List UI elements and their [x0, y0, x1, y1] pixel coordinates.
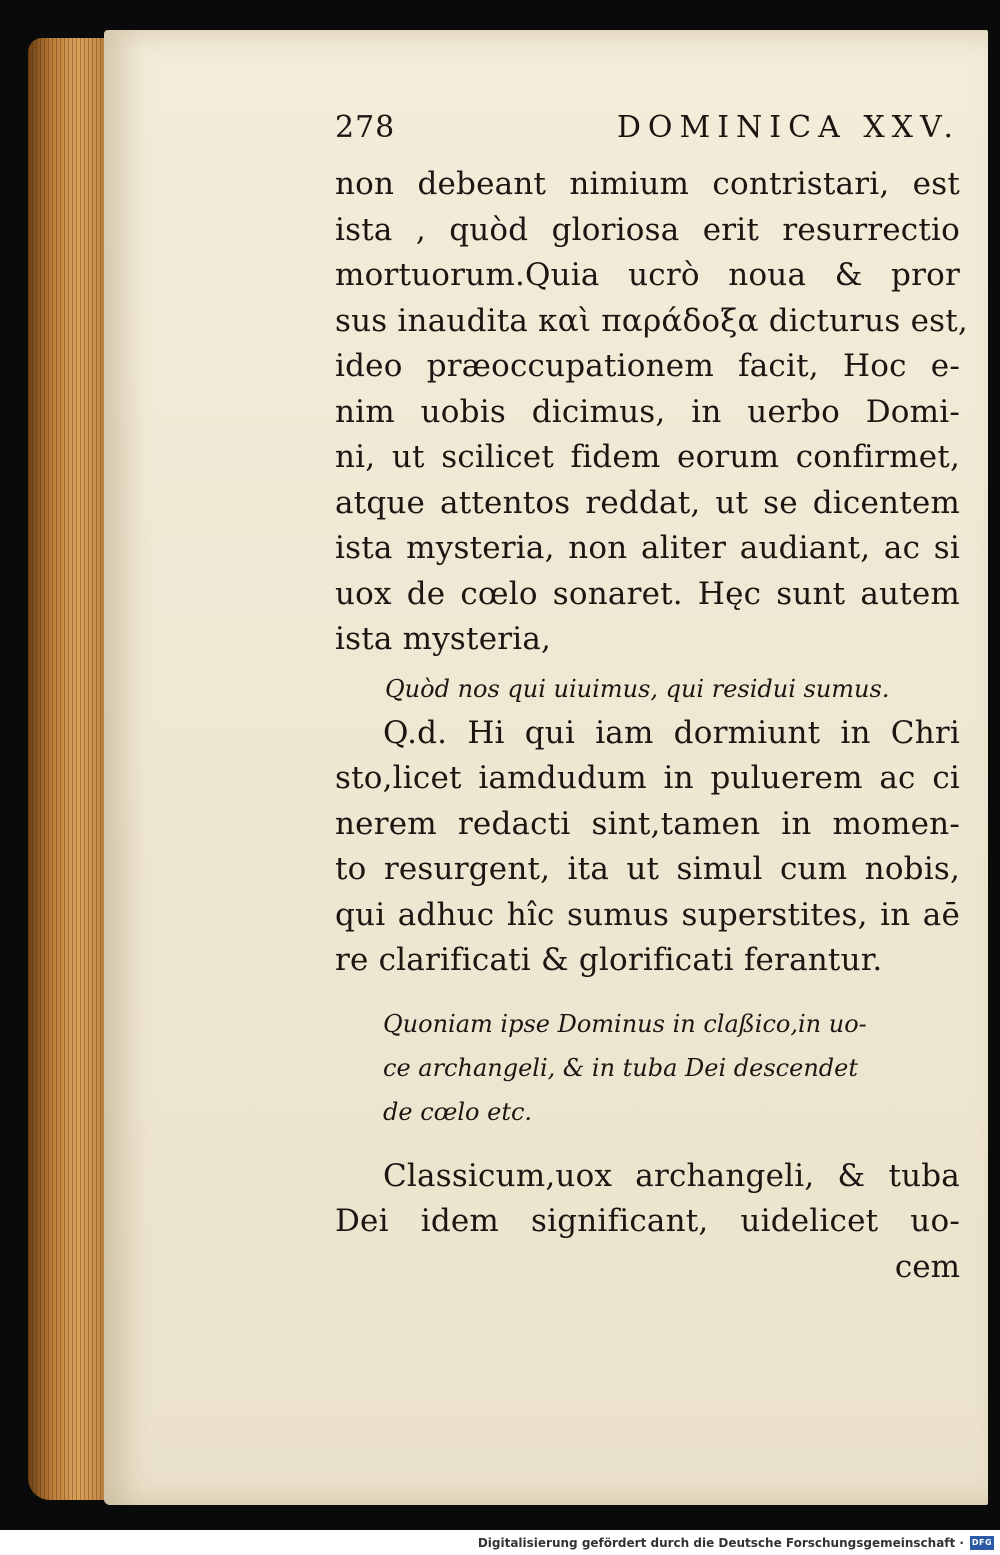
- text-line: ista , quòd gloriosa erit resurrectio: [335, 211, 960, 248]
- text-line: nerem redacti sint,tamen in momen-: [335, 805, 960, 842]
- text-line: ista mysteria, non aliter audiant, ac si: [335, 530, 960, 566]
- text-block: [335, 110, 968, 1290]
- page-number: 278: [335, 110, 396, 145]
- running-head-title: DOMINICA XXV.: [616, 110, 960, 145]
- text-line: atque attentos reddat, ut se dicentem: [335, 484, 960, 521]
- text-line: non debeant nimium contristari, est: [335, 166, 960, 202]
- text-line: ni, ut scilicet fidem eorum confirmet,: [335, 439, 960, 475]
- text-line: Q.d. Hi qui iam dormiunt in Chri: [383, 714, 960, 751]
- text-line: ista mysteria,: [335, 621, 552, 657]
- text-line: to resurgent, ita ut simul cum nobis,: [335, 851, 960, 887]
- digitization-footer: [0, 1530, 1000, 1555]
- text-line: Dei idem significant, uidelicet uo-: [335, 1203, 960, 1239]
- paragraph-3: [335, 1154, 960, 1245]
- text-line: nim uobis dicimus, in uerbo Domi-: [335, 393, 960, 430]
- text-line: qui adhuc hîc sumus superstites, in aē: [335, 896, 960, 933]
- paragraph-1: [335, 162, 968, 663]
- quote-line: de cœlo etc.: [383, 1097, 533, 1126]
- quote-line: Quoniam ipse Dominus in claßico,in uo-: [383, 1009, 867, 1038]
- text-line: sto,licet iamdudum in puluerem ac ci: [335, 760, 960, 796]
- text-line: sus inaudita καὶ παράδοξα dicturus est,: [335, 302, 968, 339]
- text-line: ideo præoccupationem facit, Hoc e-: [335, 348, 960, 384]
- text-line: re clarificati & glorificati ferantur.: [335, 942, 883, 978]
- footer-credit-text: Digitalisierung gefördert durch die Deutsche Forschungsgemeinschaft ·: [477, 1535, 964, 1550]
- text-line: Classicum,uox archangeli, & tuba: [383, 1157, 960, 1194]
- scripture-quote-2: [335, 1002, 960, 1134]
- paragraph-2: [335, 711, 960, 984]
- text-line: uox de cœlo sonaret. Hęc sunt autem: [335, 575, 960, 612]
- quote-line: ce archangeli, & in tuba Dei descendet: [383, 1053, 858, 1082]
- running-head: [335, 110, 960, 156]
- dfg-logo-icon: DFG: [970, 1536, 994, 1550]
- scripture-quote-1: Quòd nos qui uiuimus, qui residui sumus.: [385, 674, 890, 703]
- text-line: mortuorum.Quia ucrò noua & pror: [335, 257, 960, 293]
- catchword: cem: [894, 1248, 960, 1285]
